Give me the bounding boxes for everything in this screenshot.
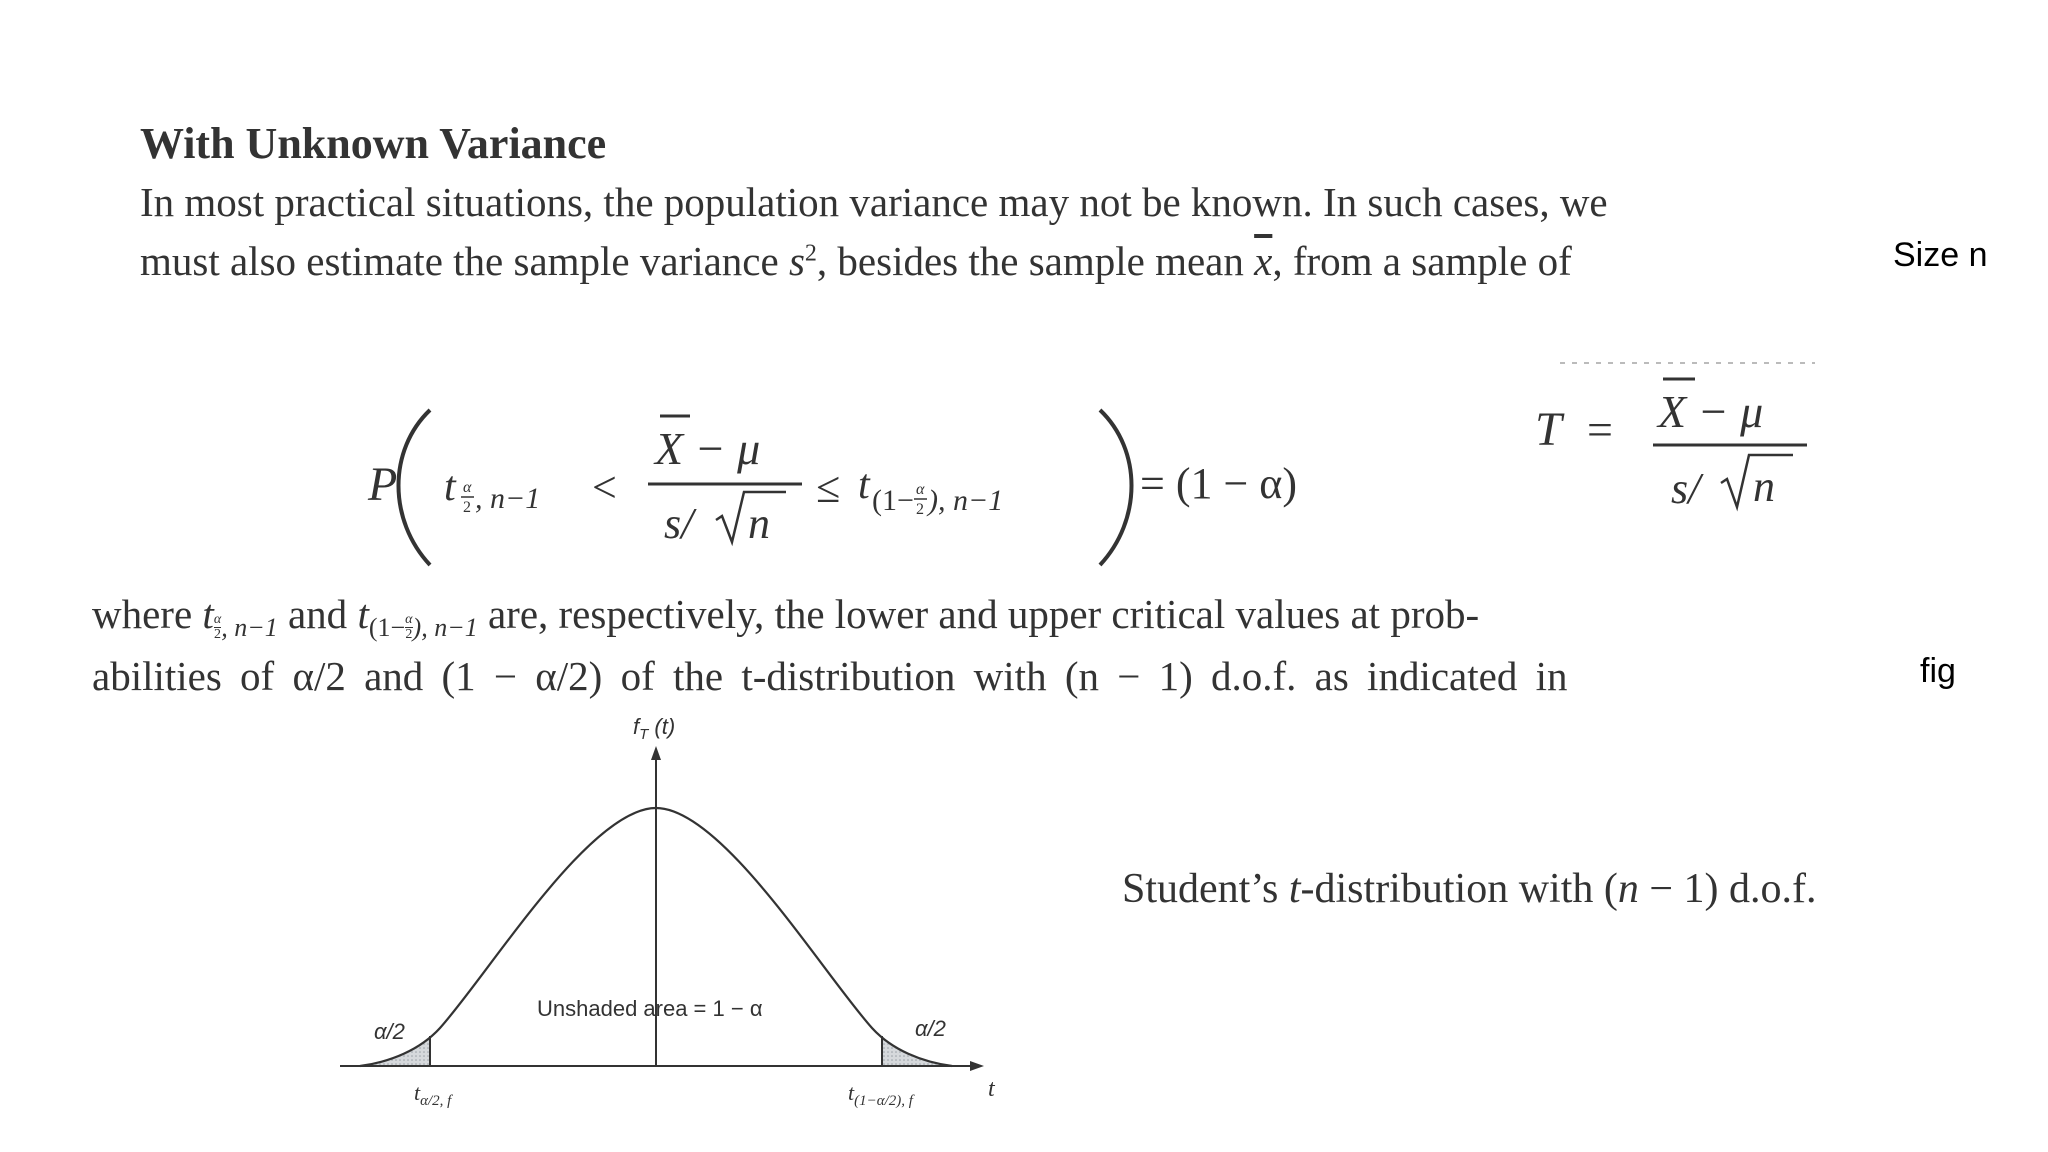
t-symbol: T xyxy=(1535,403,1562,456)
upper-sub-open: (1− xyxy=(872,484,914,517)
right-tail-label: α/2 xyxy=(915,1016,946,1041)
left-tail-label: α/2 xyxy=(374,1019,405,1044)
where-word: where xyxy=(92,591,203,637)
sample-mean-symbol: $\overline{x}$ xyxy=(1254,238,1273,284)
sample-variance-symbol: s xyxy=(788,238,805,284)
formula-P: P xyxy=(368,458,398,511)
where-sub-alpha-a: α xyxy=(213,612,222,627)
caption-t: t xyxy=(1288,866,1301,912)
y-axis-label: $f_T$ (t) xyxy=(633,714,676,743)
where-sub-two-a: 2 xyxy=(214,627,221,642)
paragraph-1-line-2 xyxy=(140,237,1572,285)
upper-sub-alpha: α xyxy=(916,481,925,498)
section-heading: With Unknown Variance xyxy=(140,119,607,168)
paragraph-1-line-2-c: , from a sample of xyxy=(1272,238,1572,284)
caption-a: Student’s xyxy=(1122,866,1289,912)
paragraph-1-line-1: In most practical situations, the population variance may not be known. In such cases, we xyxy=(140,179,1608,225)
caption-c: − 1) d.o.f. xyxy=(1638,866,1817,912)
upper-t: t xyxy=(858,462,870,508)
figure-caption xyxy=(1122,865,1817,913)
upper-sub-close: ), n−1 xyxy=(928,484,1004,517)
size-n-note: Size n xyxy=(1893,236,1988,274)
vertical-axis-arrow xyxy=(651,746,661,760)
right-paren xyxy=(1100,410,1132,565)
right-critical-label: $t_{(1-\alpha/2), f}$ xyxy=(848,1080,913,1109)
unshaded-area-label: Unshaded area = 1 − α xyxy=(537,996,763,1021)
t-upper-symbol: t xyxy=(357,591,369,637)
lower-sub-alpha: α xyxy=(463,479,472,496)
probability-formula xyxy=(360,380,1380,580)
prob-rhs: = (1 − α) xyxy=(1140,459,1297,508)
and-word: and xyxy=(277,591,358,637)
paragraph-2-line-2: abilities of α/2 and (1 − α/2) of the t-distribution with (n − 1) d.o.f. as indicated in xyxy=(92,653,1568,699)
where-sub-b-close: ), n−1 xyxy=(412,613,478,642)
left-critical-label: $t_{\alpha/2, f}$ xyxy=(414,1080,452,1109)
t-distribution-figure xyxy=(330,710,1050,1120)
fig-note: fig xyxy=(1920,652,1956,690)
left-paren xyxy=(399,410,431,565)
t-statistic-formula xyxy=(1535,355,1835,525)
lower-t: t xyxy=(444,464,456,510)
less-equal: ≤ xyxy=(816,463,841,512)
where-sub-b-open: (1− xyxy=(368,613,406,642)
paragraph-1-line-2-a: must also estimate the sample variance xyxy=(140,238,789,284)
caption-n: n xyxy=(1617,866,1639,912)
lower-sub-n1: , n−1 xyxy=(475,482,541,515)
prob-den-s: s/ xyxy=(664,499,694,548)
paragraph-1-line-2-b: , besides the sample mean xyxy=(816,238,1255,284)
x-axis-label: t xyxy=(988,1076,995,1102)
where-sub-alpha-b: α xyxy=(405,612,413,627)
where-sub-two-b: 2 xyxy=(405,627,413,642)
t-lower-symbol: t xyxy=(202,591,214,637)
paragraph-2-line-1 xyxy=(92,590,1479,643)
t-den-n: n xyxy=(1753,462,1775,511)
caption-b: -distribution with ( xyxy=(1300,866,1618,912)
prob-den-n: n xyxy=(748,499,770,548)
where-sub-a: , n−1 xyxy=(221,613,278,642)
t-equals: = xyxy=(1587,404,1613,455)
t-numerator: X − μ xyxy=(1658,386,1764,437)
horizontal-axis-arrow xyxy=(970,1061,984,1071)
prob-numerator: X − μ xyxy=(655,423,761,474)
upper-sub-two: 2 xyxy=(916,501,924,518)
paragraph-2-line-1-rest: are, respectively, the lower and upper critical values at prob- xyxy=(477,591,1480,637)
t-den-s: s/ xyxy=(1671,464,1701,513)
lower-sub-two: 2 xyxy=(463,499,471,516)
where-sub-frac-b xyxy=(405,613,412,642)
squared-exponent: 2 xyxy=(804,240,817,267)
less-than: < xyxy=(592,463,617,512)
